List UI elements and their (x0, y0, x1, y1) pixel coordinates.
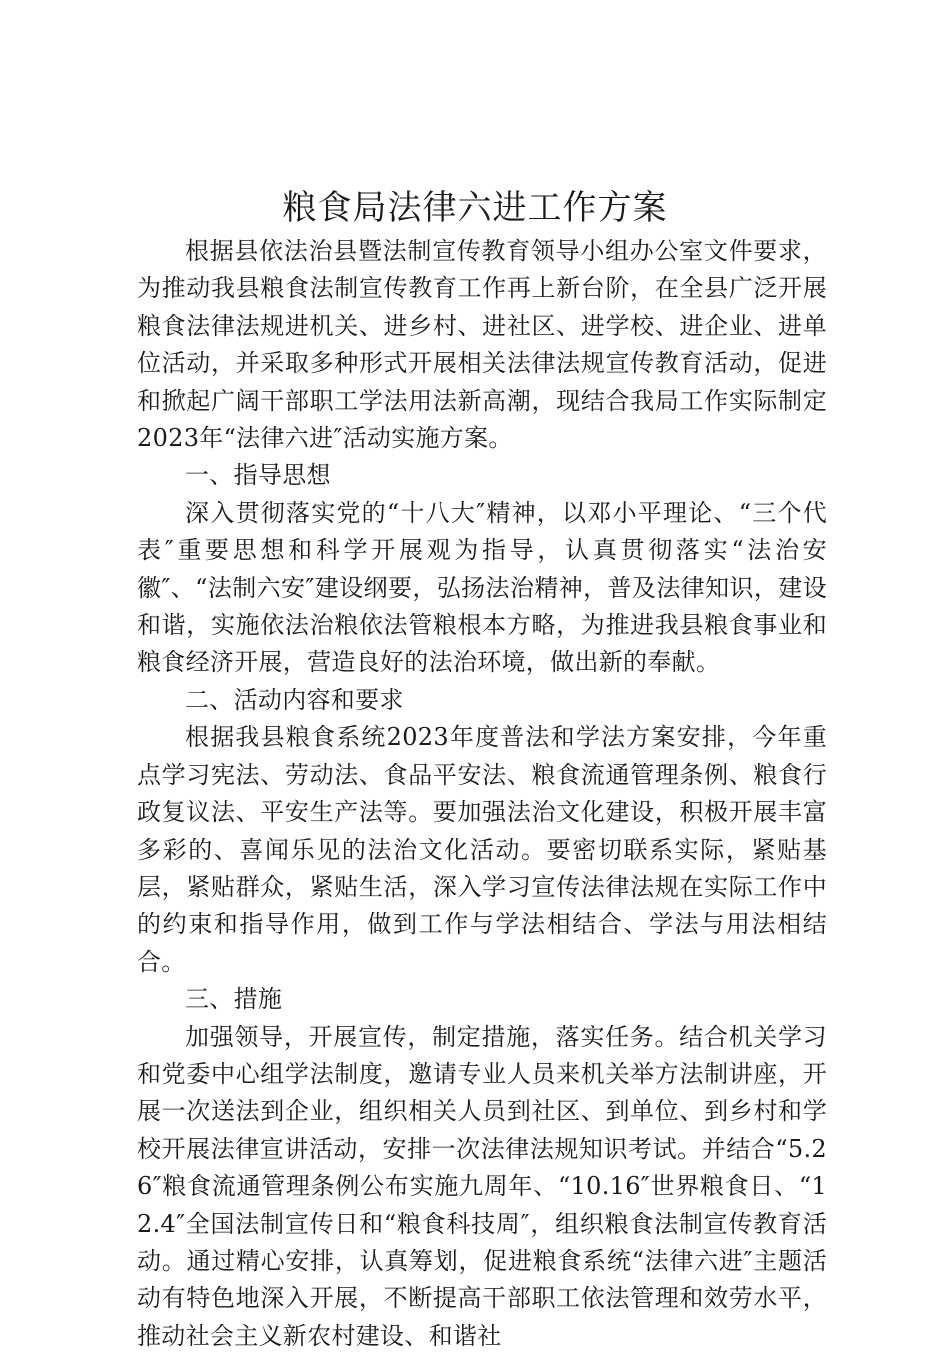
section-heading-guiding-thought: 一、指导思想 (185, 461, 331, 490)
section-heading-activity-content: 二、活动内容和要求 (185, 685, 404, 714)
document-body (137, 233, 827, 1355)
intro-paragraph: 根据县依法治县暨法制宣传教育领导小组办公室文件要求，为推动我县粮食法制宣传教育工作再上新台阶，在全县广泛开展粮食法律法规进机关、进乡村、进社区、进学校、进企业、进单位活动，并采取多种形式开展相关法律法规宣传教育活动，促进和掀起广阔干部职工学法用法新高潮，现结合我局工作实际制定2023年“法律六进″活动实施方案。 (137, 237, 827, 453)
section-paragraph-guiding-thought: 深入贯彻落实党的“十八大″精神，以邓小平理论、“三个代表″重要思想和科学开展观为指导，认真贯彻落实“法治安徽″、“法制六安″建设纲要，弘扬法治精神，普及法律知识，建设和谐，实施依法治粮依法管粮根本方略，为推进我县粮食事业和粮食经济开展，营造良好的法治环境，做出新的奉献。 (137, 498, 827, 677)
section-paragraph-activity-content: 根据我县粮食系统2023年度普法和学法方案安排，今年重点学习宪法、劳动法、食品平安法、粮食流通管理条例、粮食行政复议法、平安生产法等。要加强法治文化建设，积极开展丰富多彩的、喜闻乐见的法治文化活动。要密切联系实际，紧贴基层，紧贴群众，紧贴生活，深入学习宣传法律法规在实际工作中的约束和指导作用，做到工作与学法相结合、学法与用法相结合。 (137, 723, 827, 976)
section-heading-measures: 三、措施 (185, 985, 283, 1014)
document-title: 粮食局法律六进工作方案 (282, 188, 668, 228)
section-paragraph-measures: 加强领导，开展宣传，制定措施，落实任务。结合机关学习和党委中心组学法制度，邀请专业人员来机关举方法制讲座，开展一次送法到企业，组织相关人员到社区、到单位、到乡村和学校开展法律宣讲活动，安排一次法律法规知识考试。并结合“5.26″粮食流通管理条例公布实施九周年、“10.16″世界粮食日、“12.4″全国法制宣传日和“粮食科技周″，组织粮食法制宣传教育活动。通过精心安排，认真筹划，促进粮食系统“法律六进″主题活动有特色地深入开展，不断提高干部职工依法管理和效劳水平，推动社会主义新农村建设、和谐社 (137, 1022, 827, 1350)
